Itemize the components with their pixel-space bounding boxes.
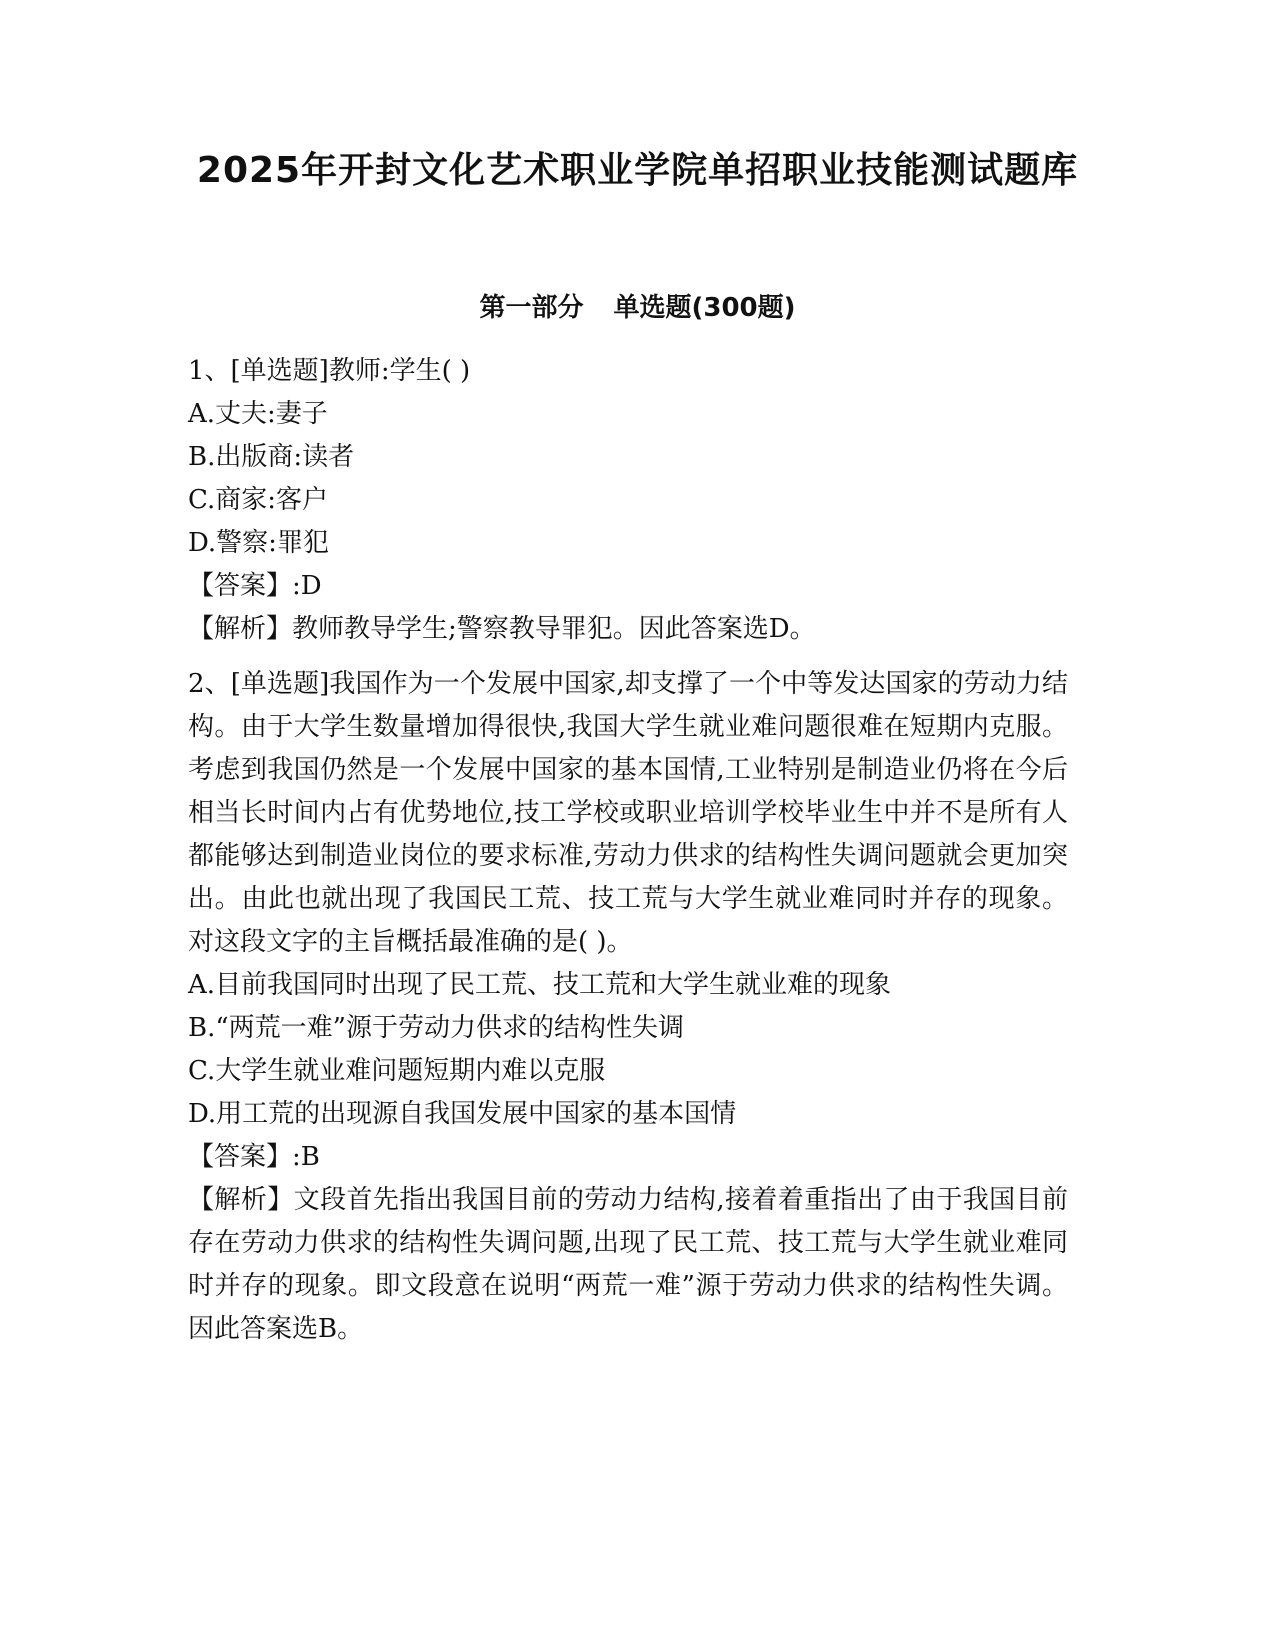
section-heading [0, 290, 1275, 326]
answer-separator: : [292, 571, 301, 601]
answer-line [188, 565, 1068, 608]
section-part: 第一部分 [479, 293, 584, 323]
question-2 [188, 663, 1068, 1351]
answer-separator: : [292, 1142, 301, 1172]
option-d: D.用工荒的出现源自我国发展中国家的基本国情 [188, 1099, 737, 1129]
answer-value: D [300, 571, 322, 601]
answer-value: B [300, 1142, 320, 1172]
section-name: 单选题(300题) [613, 293, 796, 323]
answer-label: 【答案】 [188, 1142, 293, 1172]
option-c: C.商家:客户 [188, 485, 328, 515]
question-stem: 2、[单选题]我国作为一个发展中国家,却支撑了一个中等发达国家的劳动力结构。由于大学生数量增加得很快,我国大学生就业难问题很难在短期内克服。考虑到我国仍然是一个发展中国家的基本国情,工业特别是制造业仍将在今后相当长时间内占有优势地位,技工学校或职业培训学校毕业生中并不是所有人都能够达到制造业岗位的要求标准,劳动力供求的结构性失调问题就会更加突出。由此也就出现了我国民工荒、技工荒与大学生就业难同时并存的现象。对这段文字的主旨概括最准确的是( )。 [188, 669, 1069, 957]
analysis-text: 教师教导学生;警察教导罪犯。因此答案选D。 [292, 614, 816, 644]
document-title: 2025年开封文化艺术职业学院单招职业技能测试题库 [196, 150, 1079, 191]
option-a: A.丈夫:妻子 [188, 399, 328, 429]
analysis-label: 【解析】 [188, 614, 293, 644]
option-d: D.警察:罪犯 [188, 528, 329, 558]
answer-line [188, 1136, 1068, 1179]
answer-label: 【答案】 [188, 571, 293, 601]
analysis-line [188, 1179, 1068, 1351]
analysis-line [188, 608, 1068, 651]
option-c: C.大学生就业难问题短期内难以克服 [188, 1056, 606, 1086]
option-a: A.目前我国同时出现了民工荒、技工荒和大学生就业难的现象 [188, 970, 892, 1000]
question-list [188, 350, 1068, 1363]
question-stem: 1、[单选题]教师:学生( ) [188, 356, 471, 386]
analysis-text: 文段首先指出我国目前的劳动力结构,接着着重指出了由于我国目前存在劳动力供求的结构性失调问题,出现了民工荒、技工荒与大学生就业难同时并存的现象。即文段意在说明“两荒一难”源于劳动力供求的结构性失调。因此答案选B。 [188, 1185, 1069, 1344]
option-b: B.“两荒一难”源于劳动力供求的结构性失调 [188, 1013, 684, 1043]
option-b: B.出版商:读者 [188, 442, 355, 472]
analysis-label: 【解析】 [188, 1185, 294, 1215]
question-1 [188, 350, 1068, 651]
